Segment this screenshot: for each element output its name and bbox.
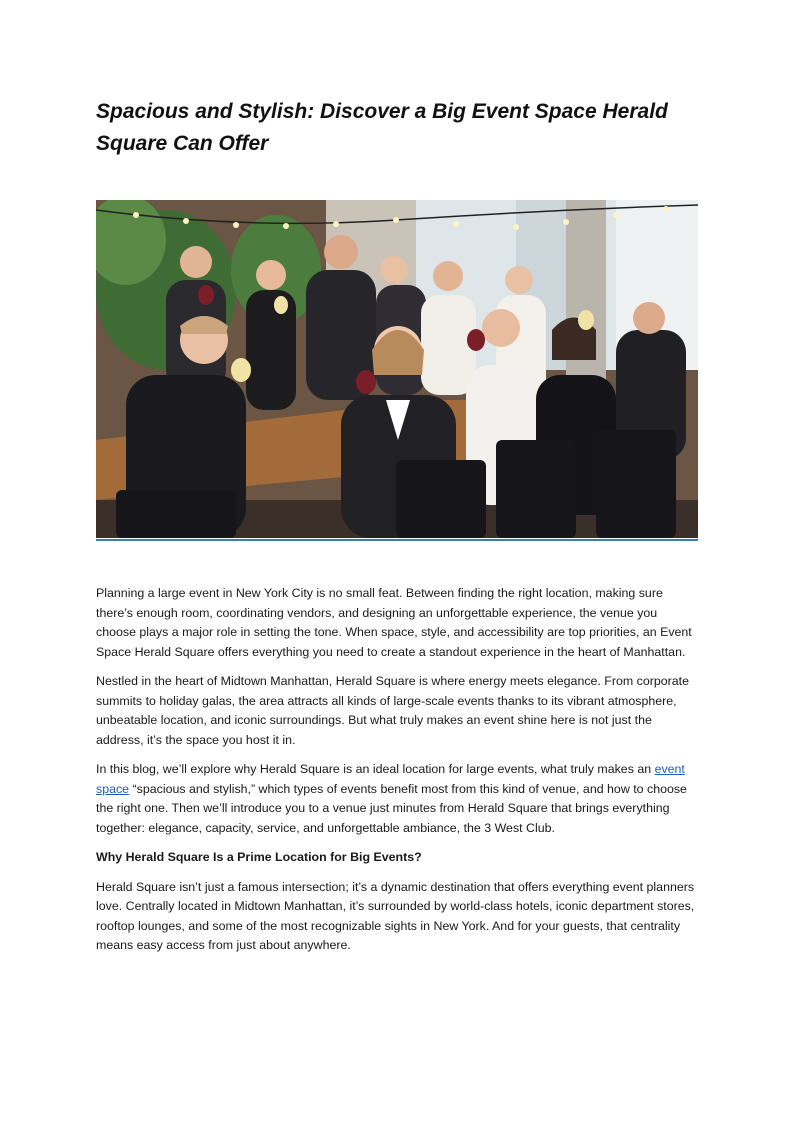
- image-underline: [96, 539, 698, 541]
- paragraph-herald-square: Herald Square isn’t just a famous intersection; it’s a dynamic destination that offers everything event planners love. Centrally located in Midtown Manhattan, it’s surrounded by world-class hotels, iconic department stores, rooftop lounges, and some of the most recognizable sights in New York. And for your guests, that centrality means easy access from just about anywhere.: [96, 879, 695, 952]
- paragraph-text-after-link: “spacious and stylish,” which types of events benefit most from this kind of venue, and how to choose the right one. Then we’ll introduce you to a venue just minutes from Herald Square that brings everything together: elegance, capacity, service, and unforgettable ambiance, the 3 West Club.: [96, 781, 687, 835]
- hero-image: [96, 200, 698, 538]
- paragraph-midtown: Nestled in the heart of Midtown Manhattan, Herald Square is where energy meets elegance. From corporate summits to holiday galas, the area attracts all kinds of large-scale events thanks to its vibrant atmosphere, unbeatable location, and iconic surroundings. But what truly makes an event shine here is not just the address, it’s the space you host it in.: [96, 674, 689, 747]
- paragraph-intro: Planning a large event in New York City is no small feat. Between finding the right location, making sure there’s enough room, coordinating vendors, and designing an unforgettable experience, the venue you choose plays a major role in setting the tone. When space, style, and accessibility are top priorities, an Event Space Herald Square offers everything you need to create a standout experience in the heart of Manhattan.: [96, 586, 692, 659]
- paragraph-blog-overview: [96, 760, 698, 838]
- section-heading: Why Herald Square Is a Prime Location for Big Events?: [96, 850, 422, 864]
- paragraph-text-before-link: In this blog, we’ll explore why Herald Square is an ideal location for large events, what truly makes an: [96, 762, 655, 776]
- page-title: Spacious and Stylish: Discover a Big Event Space Herald Square Can Offer: [96, 100, 668, 155]
- event-space-link[interactable]: event space: [96, 762, 685, 796]
- article-body: [96, 584, 698, 966]
